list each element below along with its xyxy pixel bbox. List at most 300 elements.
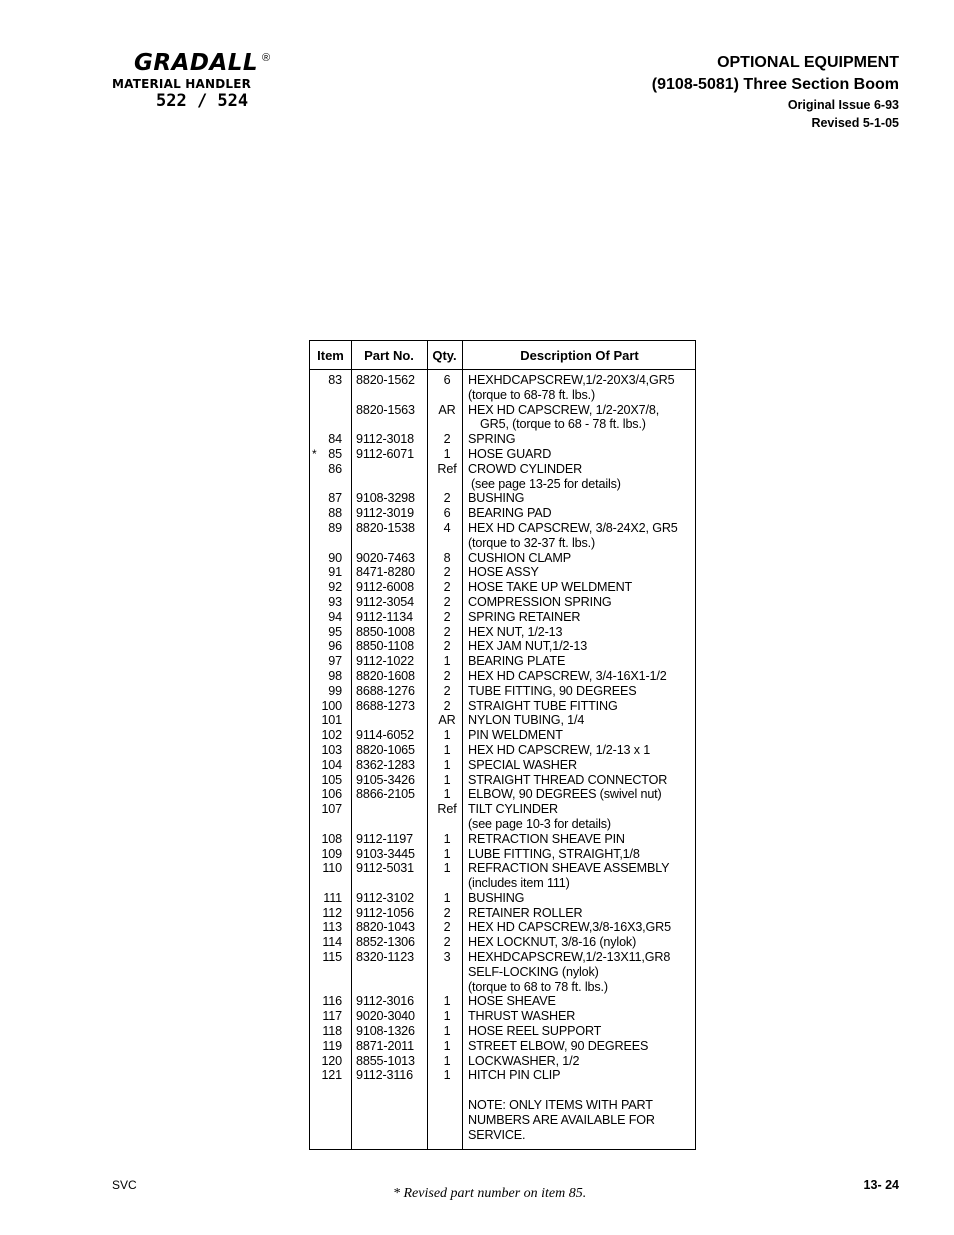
item-number-text: 84 xyxy=(328,432,342,447)
footer-revision-note: * Revised part number on item 85. xyxy=(393,1186,587,1201)
description-line: LOCKWASHER, 1/2 xyxy=(468,1053,580,1068)
description-line: (torque to 32-37 ft. lbs.) xyxy=(468,535,596,550)
item-number xyxy=(310,1009,342,1024)
quantity: 1 xyxy=(443,1053,451,1068)
item-number-text: 103 xyxy=(321,742,342,757)
item-number-text: 86 xyxy=(328,461,342,476)
description-line: HEX HD CAPSCREW, 1/2-20X7/8, xyxy=(468,402,660,417)
table-row xyxy=(310,403,695,433)
part-description xyxy=(464,1024,695,1039)
description-line: NUMBERS ARE AVAILABLE FOR xyxy=(468,1112,655,1127)
table-row xyxy=(310,1039,695,1054)
item-number xyxy=(310,935,342,950)
table-body xyxy=(310,373,695,1142)
item-number-text: 85 xyxy=(328,446,342,461)
part-description xyxy=(464,935,695,950)
part-description xyxy=(464,625,695,640)
quantity: AR xyxy=(438,402,456,417)
description-line: PIN WELDMENT xyxy=(468,728,563,743)
item-number-text: 88 xyxy=(328,506,342,521)
quantity: 2 xyxy=(443,683,451,698)
table-row xyxy=(310,950,695,994)
logo-registered-mark: ® xyxy=(262,52,271,64)
table-row xyxy=(310,521,695,551)
quantity: 2 xyxy=(443,580,451,595)
part-number: 9108-1326 xyxy=(356,1024,415,1039)
part-description xyxy=(464,654,695,669)
part-description xyxy=(464,891,695,906)
part-number: 9112-3102 xyxy=(356,890,414,905)
quantity: Ref xyxy=(437,461,457,476)
item-number-text: 101 xyxy=(321,713,342,728)
item-number xyxy=(310,994,342,1009)
description-line: STRAIGHT TUBE FITTING xyxy=(468,698,618,713)
part-description xyxy=(464,950,695,994)
table-row xyxy=(310,994,695,1009)
part-description xyxy=(464,994,695,1009)
table-row xyxy=(310,625,695,640)
item-number xyxy=(310,669,342,684)
part-description xyxy=(464,861,695,891)
part-number: 8871-2011 xyxy=(356,1038,414,1053)
quantity: 8 xyxy=(443,550,451,565)
part-number: 9020-7463 xyxy=(356,550,415,565)
quantity: 6 xyxy=(443,373,451,387)
page-title: OPTIONAL EQUIPMENT xyxy=(717,54,899,71)
table-row xyxy=(310,699,695,714)
item-number-text: 102 xyxy=(321,728,342,743)
part-description xyxy=(464,1068,695,1083)
quantity: 1 xyxy=(443,742,451,757)
table-row xyxy=(310,743,695,758)
part-number: 8850-1108 xyxy=(356,639,414,654)
part-description xyxy=(464,906,695,921)
part-description xyxy=(464,728,695,743)
logo-subtitle: MATERIAL HANDLER xyxy=(112,77,252,91)
part-description xyxy=(464,551,695,566)
part-description xyxy=(464,432,695,447)
table-row xyxy=(310,462,695,492)
table-row xyxy=(310,491,695,506)
part-number: 8850-1008 xyxy=(356,624,415,639)
item-number-text: 99 xyxy=(328,683,342,698)
description-line: HEX LOCKNUT, 3/8-16 (nylok) xyxy=(468,935,637,950)
description-line: HOSE REEL SUPPORT xyxy=(468,1024,602,1039)
description-line: BUSHING xyxy=(468,491,525,506)
description-line: LUBE FITTING, STRAIGHT,1/8 xyxy=(468,846,640,861)
description-line: SPRING xyxy=(468,432,516,447)
description-line: SERVICE. xyxy=(468,1127,526,1142)
item-number xyxy=(310,861,342,891)
table-row xyxy=(310,447,695,462)
part-description xyxy=(464,595,695,610)
part-number: 8820-1562 xyxy=(356,373,415,387)
table-row xyxy=(310,713,695,728)
part-description xyxy=(464,447,695,462)
part-description xyxy=(464,684,695,699)
table-row xyxy=(310,861,695,891)
part-number: 8820-1065 xyxy=(356,742,415,757)
quantity: Ref xyxy=(437,802,457,817)
item-number xyxy=(310,1068,342,1083)
item-number-text: 97 xyxy=(328,654,342,669)
table-row xyxy=(310,728,695,743)
quantity: 1 xyxy=(443,846,451,861)
quantity: 2 xyxy=(443,905,451,920)
quantity: 2 xyxy=(443,639,451,654)
table-row xyxy=(310,551,695,566)
item-number xyxy=(310,551,342,566)
part-number xyxy=(342,1098,430,1142)
description-line: HITCH PIN CLIP xyxy=(468,1068,561,1083)
description-line: HEX HD CAPSCREW, 3/4-16X1-1/2 xyxy=(468,668,667,683)
part-number: 9020-3040 xyxy=(356,1009,415,1024)
quantity: 1 xyxy=(443,1038,451,1053)
gradall-logo xyxy=(112,50,297,112)
item-number-text: 104 xyxy=(321,757,342,772)
description-line: REFRACTION SHEAVE ASSEMBLY xyxy=(468,861,670,876)
item-number xyxy=(310,1098,342,1142)
part-number: 9112-6008 xyxy=(356,580,414,595)
item-number-text: 110 xyxy=(322,861,342,876)
table-row xyxy=(310,1054,695,1069)
quantity: 1 xyxy=(443,772,451,787)
quantity: 2 xyxy=(443,609,451,624)
quantity: 1 xyxy=(443,994,451,1009)
revision-asterisk: * xyxy=(312,446,317,461)
page-number: 13- 24 xyxy=(863,1178,899,1192)
description-line: HOSE ASSY xyxy=(468,565,539,580)
quantity: 3 xyxy=(443,950,451,965)
item-number xyxy=(310,847,342,862)
page-subtitle: (9108-5081) Three Section Boom xyxy=(651,76,899,93)
item-number-text: 92 xyxy=(328,580,342,595)
item-number xyxy=(310,891,342,906)
part-description xyxy=(464,403,695,433)
description-line: TUBE FITTING, 90 DEGREES xyxy=(468,683,637,698)
item-number-text: 120 xyxy=(321,1053,342,1068)
part-number: 8820-1043 xyxy=(356,920,415,935)
quantity: 1 xyxy=(443,757,451,772)
table-row xyxy=(310,935,695,950)
part-number: 8855-1013 xyxy=(356,1053,415,1068)
table-row xyxy=(310,610,695,625)
item-number xyxy=(310,684,342,699)
quantity: 2 xyxy=(443,698,451,713)
description-line: RETRACTION SHEAVE PIN xyxy=(468,831,625,846)
table-row xyxy=(310,565,695,580)
description-line: (see page 10-3 for details) xyxy=(468,816,611,831)
table-row xyxy=(310,684,695,699)
table-row xyxy=(310,920,695,935)
item-number xyxy=(310,1039,342,1054)
item-number-text: 98 xyxy=(328,668,342,683)
part-description xyxy=(464,506,695,521)
quantity: 1 xyxy=(443,831,451,846)
item-number xyxy=(310,432,342,447)
description-line: THRUST WASHER xyxy=(468,1009,576,1024)
part-number: 8820-1563 xyxy=(356,402,415,417)
item-number-text: 91 xyxy=(328,565,342,580)
description-line: HOSE SHEAVE xyxy=(468,994,556,1009)
part-description xyxy=(464,743,695,758)
column-header-qty: Qty. xyxy=(432,348,457,363)
part-number: 9112-3054 xyxy=(356,594,414,609)
item-number xyxy=(310,521,342,551)
column-header-part-no: Part No. xyxy=(364,348,414,363)
table-row xyxy=(310,654,695,669)
quantity: AR xyxy=(438,713,456,728)
item-number xyxy=(310,403,342,433)
part-description xyxy=(464,462,695,492)
item-number xyxy=(310,699,342,714)
quantity: 1 xyxy=(443,446,451,461)
header-divider xyxy=(310,369,695,370)
description-line: NYLON TUBING, 1/4 xyxy=(468,713,585,728)
description-line: HOSE TAKE UP WELDMENT xyxy=(468,580,633,595)
logo-model: 522 / 524 xyxy=(156,91,249,111)
quantity: 2 xyxy=(443,491,451,506)
part-description xyxy=(464,699,695,714)
item-number-text: 95 xyxy=(328,624,342,639)
part-description xyxy=(464,610,695,625)
part-description xyxy=(464,920,695,935)
part-description xyxy=(464,1054,695,1069)
item-number xyxy=(310,373,342,403)
part-description xyxy=(464,773,695,788)
description-line: SELF-LOCKING (nylok) xyxy=(468,964,599,979)
item-number-text: 121 xyxy=(321,1068,342,1083)
item-number xyxy=(310,906,342,921)
description-line: HEX JAM NUT,1/2-13 xyxy=(468,639,588,654)
item-number-text: 90 xyxy=(328,550,342,565)
part-description xyxy=(464,713,695,728)
description-line: HEX HD CAPSCREW, 3/8-24X2, GR5 xyxy=(468,520,678,535)
item-number-text: 107 xyxy=(321,802,342,817)
table-row xyxy=(310,773,695,788)
quantity xyxy=(430,1098,464,1142)
part-description xyxy=(464,1098,695,1142)
item-number-text: 118 xyxy=(322,1024,342,1039)
revised-date: Revised 5-1-05 xyxy=(811,116,899,130)
part-number: 8820-1608 xyxy=(356,668,415,683)
part-description xyxy=(464,847,695,862)
part-number: 9114-6052 xyxy=(356,728,414,743)
quantity: 1 xyxy=(443,1009,451,1024)
part-number: 9112-3116 xyxy=(356,1068,414,1083)
part-number xyxy=(342,713,430,728)
table-row xyxy=(310,906,695,921)
table-row xyxy=(310,580,695,595)
description-line: BEARING PLATE xyxy=(468,654,566,669)
table-row xyxy=(310,639,695,654)
item-number xyxy=(310,595,342,610)
quantity: 2 xyxy=(443,668,451,683)
part-number: 8362-1283 xyxy=(356,757,415,772)
quantity: 2 xyxy=(443,432,451,447)
table-row xyxy=(310,758,695,773)
description-line: BUSHING xyxy=(468,890,525,905)
quantity: 2 xyxy=(443,920,451,935)
item-number xyxy=(310,773,342,788)
item-number-text: 108 xyxy=(321,831,342,846)
description-line: STREET ELBOW, 90 DEGREES xyxy=(468,1038,649,1053)
item-number xyxy=(310,743,342,758)
part-description xyxy=(464,565,695,580)
description-line: STRAIGHT THREAD CONNECTOR xyxy=(468,772,668,787)
part-description xyxy=(464,521,695,551)
description-line: HEXHDCAPSCREW,1/2-13X11,GR8 xyxy=(468,950,671,965)
description-line: GR5, (torque to 68 - 78 ft. lbs.) xyxy=(480,417,646,432)
description-line: HEX NUT, 1/2-13 xyxy=(468,624,563,639)
description-line: HEX HD CAPSCREW,3/8-16X3,GR5 xyxy=(468,920,671,935)
description-line: (see page 13-25 for details) xyxy=(471,476,621,491)
quantity: 1 xyxy=(443,1024,451,1039)
item-number xyxy=(310,580,342,595)
item-number xyxy=(310,462,342,492)
item-number xyxy=(310,1054,342,1069)
table-row xyxy=(310,847,695,862)
part-number: 9108-3298 xyxy=(356,491,415,506)
quantity: 2 xyxy=(443,565,451,580)
table-row xyxy=(310,432,695,447)
issue-date: Original Issue 6-93 xyxy=(787,98,899,112)
item-number-text: 93 xyxy=(328,594,342,609)
table-row xyxy=(310,891,695,906)
item-number xyxy=(310,950,342,994)
item-number-text: 113 xyxy=(322,920,342,935)
description-line: RETAINER ROLLER xyxy=(468,905,583,920)
part-number: 9112-1056 xyxy=(356,905,414,920)
table-row xyxy=(310,669,695,684)
description-line: SPRING RETAINER xyxy=(468,609,581,624)
description-line: BEARING PAD xyxy=(468,506,552,521)
quantity: 1 xyxy=(443,654,451,669)
quantity: 2 xyxy=(443,935,451,950)
column-header-item: Item xyxy=(317,348,344,363)
page-header xyxy=(652,52,899,132)
part-description xyxy=(464,787,695,802)
quantity: 1 xyxy=(443,787,451,802)
description-line: TILT CYLINDER xyxy=(468,802,558,817)
item-number-text: 105 xyxy=(321,772,342,787)
quantity: 2 xyxy=(443,624,451,639)
part-description xyxy=(464,802,695,832)
item-number xyxy=(310,713,342,728)
description-line: ELBOW, 90 DEGREES (swivel nut) xyxy=(468,787,662,802)
description-line: (includes item 111) xyxy=(468,876,570,891)
item-number xyxy=(310,758,342,773)
part-number: 9112-1197 xyxy=(356,831,414,846)
item-number-text: 87 xyxy=(328,491,342,506)
description-line: (torque to 68 to 78 ft. lbs.) xyxy=(468,979,608,994)
table-row xyxy=(310,506,695,521)
table-row xyxy=(310,787,695,802)
item-number xyxy=(310,491,342,506)
quantity: 1 xyxy=(443,890,451,905)
item-number xyxy=(310,610,342,625)
item-number-text: 100 xyxy=(321,698,342,713)
item-number-text: 109 xyxy=(321,846,342,861)
item-number xyxy=(310,447,342,462)
item-number-text: 117 xyxy=(322,1009,342,1024)
table-row xyxy=(310,595,695,610)
item-number-text: 89 xyxy=(328,520,342,535)
part-description xyxy=(464,580,695,595)
description-line: CUSHION CLAMP xyxy=(468,550,572,565)
part-number: 8688-1273 xyxy=(356,698,415,713)
part-number: 8471-8280 xyxy=(356,565,415,580)
item-number xyxy=(310,565,342,580)
part-number: 8320-1123 xyxy=(356,950,414,965)
part-number: 9112-5031 xyxy=(356,861,414,876)
item-number-text: 96 xyxy=(328,639,342,654)
item-number-text: 114 xyxy=(322,935,342,950)
quantity: 1 xyxy=(443,1068,451,1083)
column-header-description: Description Of Part xyxy=(520,348,639,363)
description-line: SPECIAL WASHER xyxy=(468,757,577,772)
table-row xyxy=(310,1024,695,1039)
part-number: 9112-3019 xyxy=(356,506,414,521)
item-number-text: 83 xyxy=(328,373,342,387)
item-number xyxy=(310,728,342,743)
table-row xyxy=(310,1068,695,1083)
logo-brand: GRADALL xyxy=(134,50,259,76)
table-row xyxy=(310,832,695,847)
parts-table xyxy=(309,340,696,1150)
part-description xyxy=(464,832,695,847)
part-description xyxy=(464,669,695,684)
part-number: 9112-1022 xyxy=(356,654,414,669)
table-row xyxy=(310,373,695,403)
item-number-text: 119 xyxy=(322,1038,342,1053)
item-number-text: 106 xyxy=(321,787,342,802)
part-number: 9103-3445 xyxy=(356,846,415,861)
part-description xyxy=(464,758,695,773)
part-description xyxy=(464,639,695,654)
part-description xyxy=(464,1009,695,1024)
quantity: 2 xyxy=(443,594,451,609)
table-row xyxy=(310,1098,695,1142)
part-number: 8820-1538 xyxy=(356,520,415,535)
description-line: COMPRESSION SPRING xyxy=(468,594,612,609)
description-line: HEX HD CAPSCREW, 1/2-13 x 1 xyxy=(468,742,651,757)
item-number xyxy=(310,832,342,847)
quantity: 1 xyxy=(443,861,451,876)
item-number xyxy=(310,654,342,669)
description-line: CROWD CYLINDER xyxy=(468,461,583,476)
description-line: HEXHDCAPSCREW,1/2-20X3/4,GR5 xyxy=(468,373,675,387)
item-number-text: 94 xyxy=(328,609,342,624)
item-number-text: 111 xyxy=(323,890,342,905)
part-number: 9105-3426 xyxy=(356,772,415,787)
quantity: 1 xyxy=(443,728,451,743)
part-number: 8866-2105 xyxy=(356,787,415,802)
part-number xyxy=(342,802,430,832)
item-number xyxy=(310,506,342,521)
item-number xyxy=(310,787,342,802)
part-number: 9112-3018 xyxy=(356,432,414,447)
description-line: NOTE: ONLY ITEMS WITH PART xyxy=(468,1098,653,1113)
footer-section-code: SVC xyxy=(112,1178,137,1192)
item-number xyxy=(310,1024,342,1039)
part-description xyxy=(464,491,695,506)
quantity: 6 xyxy=(443,506,451,521)
table-row xyxy=(310,1009,695,1024)
item-number xyxy=(310,639,342,654)
part-number: 9112-3016 xyxy=(356,994,414,1009)
part-description xyxy=(464,1039,695,1054)
